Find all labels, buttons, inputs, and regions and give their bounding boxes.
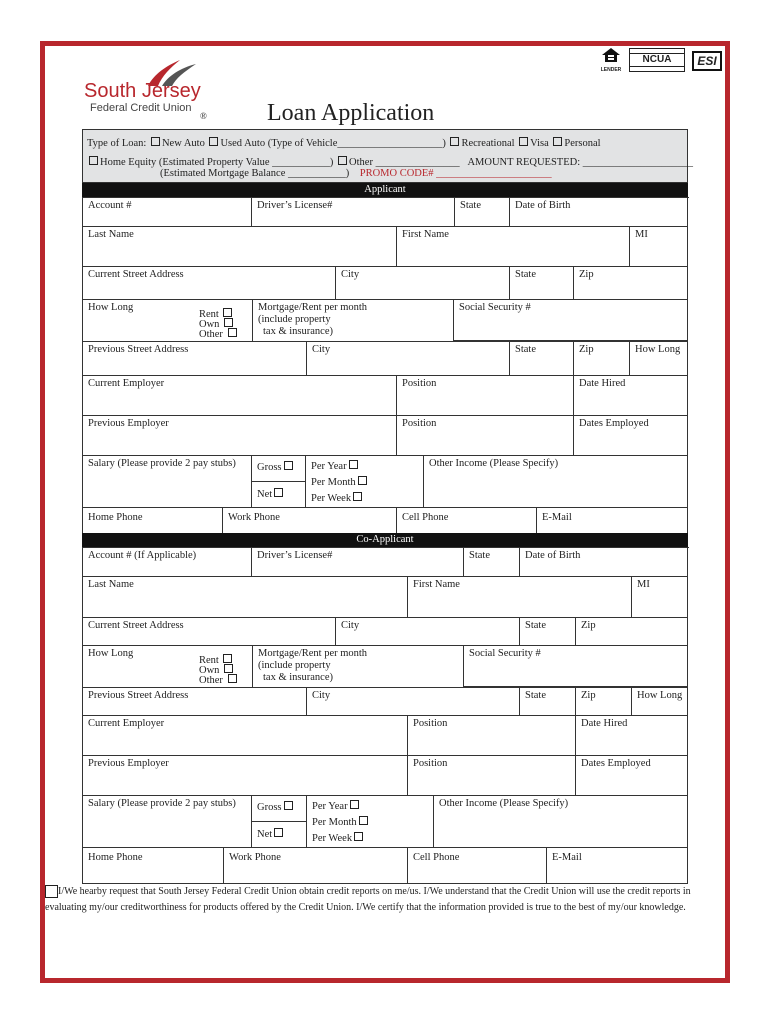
drivers-license-field[interactable]: Driver’s License# [252, 198, 455, 227]
home-phone-field[interactable]: Home Phone [83, 848, 224, 884]
equal-housing-lender-badge [600, 48, 622, 72]
previous-street-field[interactable]: Previous Street Address [83, 341, 307, 376]
gross-checkbox[interactable] [284, 461, 293, 470]
work-phone-field[interactable]: Work Phone [223, 508, 397, 534]
city-field[interactable]: City [307, 687, 520, 716]
previous-employer-field[interactable]: Previous Employer [83, 416, 397, 456]
gross-option: Gross [252, 796, 307, 822]
position-field[interactable]: Position [397, 416, 574, 456]
recreational-checkbox[interactable] [450, 137, 459, 146]
type-of-loan-label: Type of Loan: New Auto Used Auto (Type of Vehicle____________________) Recreational Visa Personal [87, 138, 601, 149]
current-employer-field[interactable]: Current Employer [83, 716, 408, 756]
how-long-field[interactable]: How Long [88, 302, 134, 313]
consent-text-line1: I/We hearby request that South Jersey Federal Credit Union obtain credit reports on me/us. I/We understand that the Credit Union will use the credit reports in [58, 886, 691, 897]
state-field[interactable]: State [455, 198, 510, 227]
current-employer-field[interactable]: Current Employer [83, 376, 397, 416]
personal-checkbox[interactable] [553, 137, 562, 146]
other-option: Other [199, 328, 239, 341]
consent-checkbox[interactable] [45, 885, 58, 898]
dates-employed-field[interactable]: Dates Employed [574, 416, 688, 456]
pay-period-options: Per Year Per Month Per Week [307, 796, 434, 848]
per-week-checkbox[interactable] [353, 492, 362, 501]
pay-period-options: Per Year Per Month Per Week [306, 456, 424, 508]
zip-field[interactable]: Zip [576, 687, 632, 716]
how-long-field[interactable]: How Long [632, 687, 688, 716]
ssn-field[interactable]: Social Security # [454, 300, 688, 341]
previous-employer-field[interactable]: Previous Employer [83, 756, 408, 796]
position-field[interactable]: Position [397, 376, 574, 416]
how-long-field[interactable]: How Long [88, 648, 134, 659]
account-field[interactable]: Account # [83, 198, 252, 227]
visa-checkbox[interactable] [519, 137, 528, 146]
city-field[interactable]: City [336, 267, 510, 300]
first-name-field[interactable]: First Name [408, 577, 632, 618]
registered-mark: ® [200, 111, 207, 121]
other-income-field[interactable]: Other Income (Please Specify) [434, 796, 688, 848]
esi-badge [692, 51, 722, 71]
how-long-field[interactable]: How Long [630, 341, 688, 376]
consent-text-line2: evaluating my/our creditworthiness for products offered by the Credit Union. I/We certify that the information provided is true to the best of my/our knowledge. [45, 902, 686, 913]
logo [84, 56, 214, 118]
home-phone-field[interactable]: Home Phone [83, 508, 223, 534]
esi-label: ESI [697, 54, 717, 68]
city-field[interactable]: City [336, 618, 520, 646]
rent-option: Rent [199, 654, 234, 667]
per-week-checkbox[interactable] [354, 832, 363, 841]
used-auto-checkbox[interactable] [209, 137, 218, 146]
amount-requested: AMOUNT REQUESTED: _____________________ [467, 157, 694, 168]
account-field[interactable]: Account # (If Applicable) [83, 548, 252, 577]
other-income-field[interactable]: Other Income (Please Specify) [424, 456, 688, 508]
state-field[interactable]: State [510, 341, 574, 376]
first-name-field[interactable]: First Name [397, 227, 630, 267]
net-checkbox[interactable] [274, 828, 283, 837]
per-year-checkbox[interactable] [349, 460, 358, 469]
mortgage-rent-field[interactable]: Mortgage/Rent per month (include property tax & insurance) [252, 646, 464, 687]
salary-field[interactable]: Salary (Please provide 2 pay stubs) [83, 456, 252, 508]
own-option: Own [199, 664, 235, 677]
gross-checkbox[interactable] [284, 801, 293, 810]
rent-checkbox[interactable] [223, 654, 232, 663]
cell-phone-field[interactable]: Cell Phone [397, 508, 537, 534]
state-field[interactable]: State [464, 548, 520, 577]
state-field[interactable]: State [520, 618, 576, 646]
brand-subtitle: Federal Credit Union [90, 102, 192, 114]
date-hired-field[interactable]: Date Hired [574, 376, 688, 416]
other-loan-checkbox[interactable] [338, 156, 347, 165]
other-checkbox[interactable] [228, 674, 237, 683]
previous-street-field[interactable]: Previous Street Address [83, 687, 307, 716]
dob-field[interactable]: Date of Birth [510, 198, 688, 227]
coapplicant-header: Co-Applicant [82, 533, 688, 547]
state-field[interactable]: State [510, 267, 574, 300]
dob-field[interactable]: Date of Birth [520, 548, 688, 577]
position-field[interactable]: Position [408, 716, 576, 756]
current-street-field[interactable]: Current Street Address [83, 267, 336, 300]
work-phone-field[interactable]: Work Phone [224, 848, 408, 884]
salary-field[interactable]: Salary (Please provide 2 pay stubs) [83, 796, 252, 848]
current-street-field[interactable]: Current Street Address [83, 618, 336, 646]
ncua-badge [629, 48, 685, 72]
email-field[interactable]: E-Mail [547, 848, 688, 884]
position-field[interactable]: Position [408, 756, 576, 796]
per-month-checkbox[interactable] [358, 476, 367, 485]
rent-checkbox[interactable] [223, 308, 232, 317]
per-month-checkbox[interactable] [359, 816, 368, 825]
city-field[interactable]: City [307, 341, 510, 376]
rent-option: Rent [199, 308, 234, 321]
email-field[interactable]: E-Mail [537, 508, 688, 534]
net-option: Net [252, 822, 307, 848]
home-equity-checkbox[interactable] [89, 156, 98, 165]
applicant-header: Applicant [82, 183, 688, 197]
ehl-label: LENDER [600, 67, 622, 73]
house-icon [602, 48, 620, 62]
date-hired-field[interactable]: Date Hired [576, 716, 688, 756]
own-checkbox[interactable] [224, 664, 233, 673]
last-name-field[interactable]: Last Name [83, 227, 397, 267]
promo-code: PROMO CODE# ______________________ [359, 168, 552, 179]
ssn-field[interactable]: Social Security # [464, 646, 688, 687]
drivers-license-field[interactable]: Driver’s License# [252, 548, 464, 577]
mi-field[interactable]: MI [632, 577, 688, 618]
other-checkbox[interactable] [228, 328, 237, 337]
zip-field[interactable]: Zip [576, 618, 688, 646]
other-option: Other [199, 674, 239, 687]
coapplicant-section [82, 547, 689, 884]
state-field[interactable]: State [520, 687, 576, 716]
zip-field[interactable]: Zip [574, 267, 688, 300]
page-title: Loan Application [267, 100, 435, 126]
dates-employed-field[interactable]: Dates Employed [576, 756, 688, 796]
applicant-section [82, 197, 689, 534]
net-checkbox[interactable] [274, 488, 283, 497]
cell-phone-field[interactable]: Cell Phone [408, 848, 547, 884]
mortgage-rent-field[interactable]: Mortgage/Rent per month (include property tax & insurance) [252, 300, 454, 341]
zip-field[interactable]: Zip [574, 341, 630, 376]
mi-field[interactable]: MI [630, 227, 688, 267]
gross-option: Gross [252, 456, 306, 482]
net-option: Net [252, 482, 306, 508]
ncua-label: NCUA [630, 54, 684, 67]
home-equity-line: Home Equity (Estimated Property Value ___________) Other ________________ AMOUNT REQUESTED: _____________________ [87, 156, 693, 169]
brand-name: South Jersey [84, 80, 201, 102]
mortgage-balance-line: (Estimated Mortgage Balance ___________) PROMO CODE# ______________________ [160, 168, 552, 179]
per-year-checkbox[interactable] [350, 800, 359, 809]
last-name-field[interactable]: Last Name [83, 577, 408, 618]
new-auto-checkbox[interactable] [151, 137, 160, 146]
own-option: Own [199, 318, 235, 331]
own-checkbox[interactable] [224, 318, 233, 327]
